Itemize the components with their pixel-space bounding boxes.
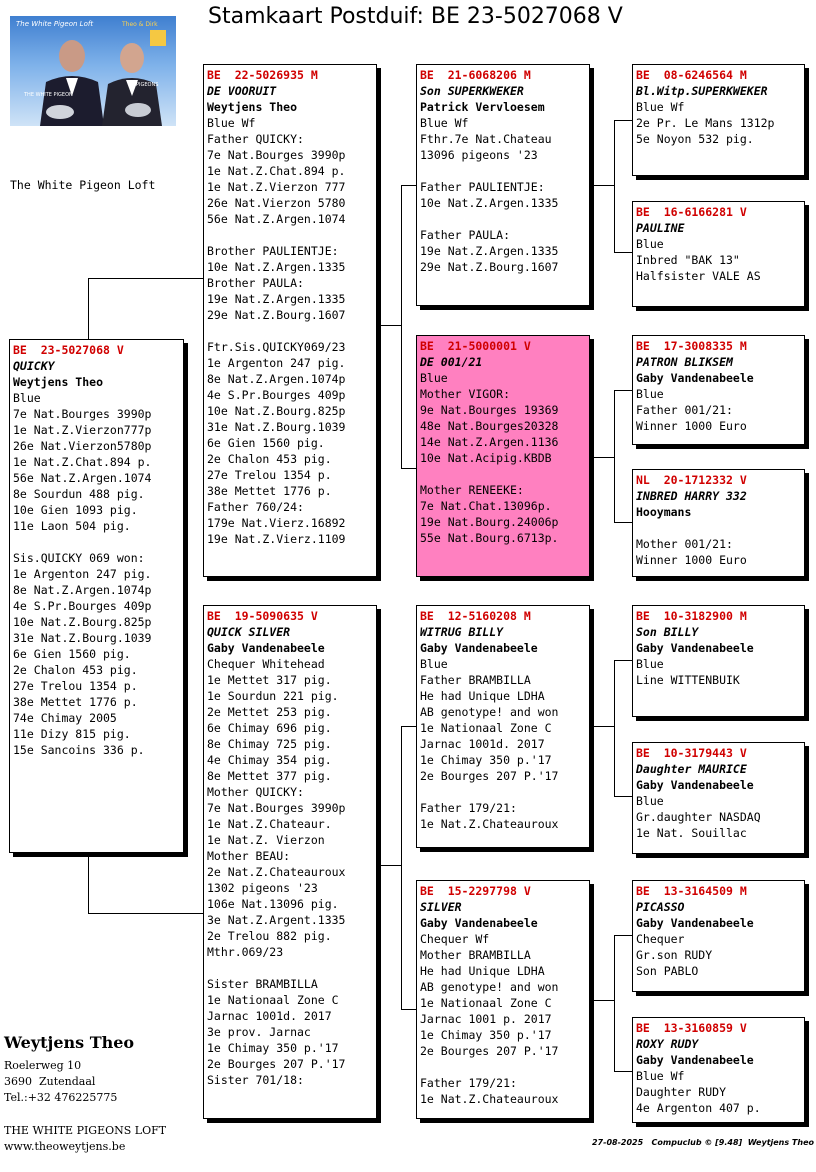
card-line: 6e Chimay 696 pig.	[207, 721, 332, 735]
pigeon-card-mother-father[interactable]	[416, 605, 590, 848]
ring-number: BE 21-5000001 V	[420, 339, 531, 353]
card-line: 1e Nat.Z.Vierzon 777	[207, 180, 346, 194]
ring-number: BE 08-6246564 M	[636, 68, 747, 82]
card-line: 1e Argenton 247 pig.	[13, 567, 152, 581]
card-line: Ftr.Sis.QUICKY069/23	[207, 340, 346, 354]
ring-number: BE 12-5160208 M	[420, 609, 531, 623]
card-line: 7e Nat.Chat.13096p.	[420, 499, 552, 513]
connector	[401, 468, 417, 469]
owners-photo-art	[10, 16, 176, 126]
pigeon-name: SILVER	[420, 900, 462, 914]
card-line: 10e Nat.Z.Bourg.825p	[13, 615, 152, 629]
card-line	[420, 466, 586, 482]
card-line: 1e Nat. Souillac	[636, 826, 747, 840]
connector	[589, 185, 615, 186]
card-line: 19e Nat.Z.Argen.1335	[420, 244, 559, 258]
card-line: Jarnac 1001d. 2017	[207, 1009, 332, 1023]
card-line: 55e Nat.Bourg.6713p.	[420, 531, 559, 545]
card-line: 2e Bourges 207 P.'17	[420, 1044, 559, 1058]
card-line: Jarnac 1001d. 2017	[420, 737, 545, 751]
card-line: 1e Nat.Z.Chat.894 p.	[207, 164, 346, 178]
card-line: Halfsister VALE AS	[636, 269, 761, 283]
pigeon-name: Bl.Witp.SUPERKWEKER	[636, 84, 768, 98]
pigeon-card-mother-mother[interactable]	[416, 880, 590, 1119]
card-line: 11e Laon 504 pig.	[13, 519, 131, 533]
pigeon-card-ff-mother[interactable]	[632, 201, 805, 307]
card-line: Mother RENEEKE:	[420, 483, 524, 497]
pigeon-card-father-father[interactable]	[416, 64, 590, 306]
card-line: Mthr.069/23	[207, 945, 284, 959]
card-line: 38e Mettet 1776 p.	[13, 695, 138, 709]
breeder-name: Gaby Vandenabeele	[636, 641, 754, 655]
card-line: Blue Wf	[636, 100, 685, 114]
connector	[589, 726, 615, 727]
photo-logo-right: Theo & Dirk	[122, 21, 158, 28]
card-line: 4e S.Pr.Bourges 409p	[207, 388, 346, 402]
card-line: 29e Nat.Z.Bourg.1607	[420, 260, 559, 274]
breeder-name: Gaby Vandenabeele	[636, 916, 754, 930]
card-line: 10e Nat.Acipig.KBDB	[420, 451, 552, 465]
connector	[376, 325, 402, 326]
connector	[614, 252, 633, 253]
card-line: Blue Wf	[636, 1069, 685, 1083]
card-line	[13, 534, 180, 550]
pigeon-name: PATRON BLIKSEM	[636, 355, 733, 369]
card-line: 38e Mettet 1776 p.	[207, 484, 332, 498]
card-line: 106e Nat.13096 pig.	[207, 897, 339, 911]
pigeon-card-father-mother[interactable]	[416, 335, 590, 577]
card-line: 2e Bourges 207 P.'17	[207, 1057, 346, 1071]
card-line: 31e Nat.Z.Bourg.1039	[13, 631, 152, 645]
card-line: 29e Nat.Z.Bourg.1607	[207, 308, 346, 322]
card-line: 15e Sancoins 336 p.	[13, 743, 145, 757]
card-line: 1e Nat.Z. Vierzon	[207, 833, 325, 847]
connector	[614, 120, 615, 252]
card-line	[420, 1059, 586, 1075]
card-line	[207, 227, 373, 243]
card-line: 1e Nationaal Zone C	[207, 993, 339, 1007]
pigeon-name: QUICK SILVER	[207, 625, 291, 639]
photo-badge-right: PIGEONS	[136, 82, 159, 88]
pigeon-card-fm-father[interactable]	[632, 335, 805, 445]
pigeon-name: DE 001/21	[420, 355, 483, 369]
card-line: AB genotype! and won	[420, 705, 559, 719]
card-line: Daughter RUDY	[636, 1085, 727, 1099]
card-line	[207, 960, 373, 976]
card-line: Father 760/24:	[207, 500, 304, 514]
card-line: 10e Nat.Z.Argen.1335	[420, 196, 559, 210]
card-line: Blue	[636, 237, 664, 251]
ring-number: BE 21-6068206 M	[420, 68, 531, 82]
card-line: 1e Nat.Z.Chateaur.	[207, 817, 332, 831]
card-line: Blue	[420, 371, 448, 385]
card-line: Blue	[636, 387, 664, 401]
card-line: Father PAULA:	[420, 228, 511, 242]
card-line: He had Unique LDHA	[420, 964, 545, 978]
breeder-name: Gaby Vandenabeele	[636, 1053, 754, 1067]
card-line: Father PAULIENTJE:	[420, 180, 545, 194]
card-line: 48e Nat.Bourges20328	[420, 419, 559, 433]
card-line: 5e Noyon 532 pig.	[636, 132, 754, 146]
card-line: 2e Chalon 453 pig.	[13, 663, 138, 677]
man-right-head	[120, 43, 144, 73]
pigeon-card-father[interactable]	[203, 64, 377, 577]
card-line: 13096 pigeons '23	[420, 148, 538, 162]
pigeon-name: Son SUPERKWEKER	[420, 84, 524, 98]
card-line: Blue	[13, 391, 41, 405]
ring-number: BE 10-3182900 M	[636, 609, 747, 623]
pigeon-name: Daughter MAURICE	[636, 762, 747, 776]
card-line: AB genotype! and won	[420, 980, 559, 994]
card-line: Blue	[636, 657, 664, 671]
card-line: 1e Chimay 350 p.'17	[420, 1028, 552, 1042]
page-title: Stamkaart Postduif: BE 23-5027068 V	[208, 4, 623, 29]
connector	[589, 457, 615, 458]
card-line: Gr.daughter NASDAQ	[636, 810, 761, 824]
pigeon-card-mf-mother[interactable]	[632, 742, 805, 854]
connector	[614, 935, 633, 936]
badge-icon	[150, 30, 166, 46]
breeder-name: Gaby Vandenabeele	[636, 778, 754, 792]
connector	[614, 522, 633, 523]
card-line: Line WITTENBUIK	[636, 673, 740, 687]
card-line: 7e Nat.Bourges 3990p	[207, 148, 346, 162]
breeder-name: Gaby Vandenabeele	[420, 641, 538, 655]
card-line: Blue	[420, 657, 448, 671]
card-line: Sis.QUICKY 069 won:	[13, 551, 145, 565]
card-line: Inbred "BAK 13"	[636, 253, 740, 267]
pigeon-card-ff-father[interactable]	[632, 64, 805, 176]
card-line: Mother VIGOR:	[420, 387, 511, 401]
card-line: 6e Gien 1560 pig.	[13, 647, 131, 661]
card-line: Blue Wf	[207, 116, 256, 130]
photo-badge-left: THE WHITE PIGEON	[24, 92, 73, 98]
card-line	[420, 211, 586, 227]
pigeon-name: WITRUG BILLY	[420, 625, 504, 639]
connector	[614, 796, 633, 797]
card-line: 2e Nat.Z.Chateauroux	[207, 865, 346, 879]
pigeon-name: PAULINE	[636, 221, 685, 235]
footer-credit: 27-08-2025 Compuclub © [9.48] Weytjens Theo	[591, 1138, 814, 1147]
connector	[401, 185, 417, 186]
card-line: 1e Nationaal Zone C	[420, 721, 552, 735]
connector	[589, 1000, 615, 1001]
card-line: 1e Nat.Z.Chat.894 p.	[13, 455, 152, 469]
ring-number: BE 23-5027068 V	[13, 343, 124, 357]
card-line: 179e Nat.Vierz.16892	[207, 516, 346, 530]
owner-loft: THE WHITE PIGEONS LOFT	[4, 1124, 167, 1137]
card-line: 1e Nat.Z.Chateauroux	[420, 817, 559, 831]
connector	[376, 865, 402, 866]
card-line: 8e Mettet 377 pig.	[207, 769, 332, 783]
pigeon-card-subject[interactable]	[9, 339, 184, 853]
card-line: Chequer	[636, 932, 685, 946]
card-line: 56e Nat.Z.Argen.1074	[13, 471, 152, 485]
connector	[614, 935, 615, 1071]
pigeon-card-mf-father[interactable]	[632, 605, 805, 717]
card-line: 19e Nat.Z.Vierz.1109	[207, 532, 346, 546]
card-line: 1e Nat.Z.Vierzon777p	[13, 423, 152, 437]
breeder-name: Weytjens Theo	[13, 375, 104, 389]
card-line: Winner 1000 Euro	[636, 553, 747, 567]
connector	[88, 913, 204, 914]
card-line: 3e prov. Jarnac	[207, 1025, 311, 1039]
breeder-name: Weytjens Theo	[207, 100, 298, 114]
card-line: Son PABLO	[636, 964, 699, 978]
connector	[614, 390, 615, 522]
card-line: Father 001/21:	[636, 403, 733, 417]
card-line: 10e Nat.Z.Argen.1335	[207, 260, 346, 274]
pigeon-name: DE VOORUIT	[207, 84, 277, 98]
card-line: Jarnac 1001 p. 2017	[420, 1012, 552, 1026]
card-line: Chequer Whitehead	[207, 657, 325, 671]
ring-number: BE 10-3179443 V	[636, 746, 747, 760]
pigeon-name: INBRED HARRY 332	[636, 489, 747, 503]
card-line: 19e Nat.Bourg.24006p	[420, 515, 559, 529]
card-line	[636, 520, 801, 536]
ring-number: BE 13-3164509 M	[636, 884, 747, 898]
card-line: Mother QUICKY:	[207, 785, 304, 799]
breeder-name: Patrick Vervloesem	[420, 100, 545, 114]
card-line: 9e Nat.Bourges 19369	[420, 403, 559, 417]
card-line: 3e Nat.Z.Argent.1335	[207, 913, 346, 927]
ring-number: BE 17-3008335 M	[636, 339, 747, 353]
card-line: Sister BRAMBILLA	[207, 977, 318, 991]
owners-photo	[10, 16, 176, 126]
connector	[614, 390, 633, 391]
card-line: 8e Nat.Z.Argen.1074p	[13, 583, 152, 597]
card-line: 2e Bourges 207 P.'17	[420, 769, 559, 783]
card-line	[207, 323, 373, 339]
breeder-name: Gaby Vandenabeele	[207, 641, 325, 655]
card-line: 56e Nat.Z.Argen.1074	[207, 212, 346, 226]
card-line: 4e Argenton 407 p.	[636, 1101, 761, 1115]
card-line: 26e Nat.Vierzon 5780	[207, 196, 346, 210]
card-line: 27e Trelou 1354 p.	[207, 468, 332, 482]
card-line: Fthr.7e Nat.Chateau	[420, 132, 552, 146]
pigeon-name: PICASSO	[636, 900, 685, 914]
card-line	[420, 163, 586, 179]
ring-number: BE 16-6166281 V	[636, 205, 747, 219]
card-line: 1e Nat.Z.Chateauroux	[420, 1092, 559, 1106]
connector	[614, 120, 633, 121]
owner-city: 3690 Zutendaal	[4, 1075, 96, 1088]
card-line: 31e Nat.Z.Bourg.1039	[207, 420, 346, 434]
ring-number: BE 13-3160859 V	[636, 1021, 747, 1035]
connector	[88, 278, 204, 279]
pigeon-card-fm-mother[interactable]	[632, 469, 805, 577]
card-line: Father QUICKY:	[207, 132, 304, 146]
card-line: 7e Nat.Bourges 3990p	[13, 407, 152, 421]
card-line: Gr.son RUDY	[636, 948, 713, 962]
ring-number: BE 22-5026935 M	[207, 68, 318, 82]
owner-street: Roelerweg 10	[4, 1059, 82, 1072]
card-line: Mother 001/21:	[636, 537, 733, 551]
card-line: Mother BEAU:	[207, 849, 291, 863]
loft-name: The White Pigeon Loft	[10, 178, 156, 192]
card-line: Father 179/21:	[420, 801, 517, 815]
card-line: Father BRAMBILLA	[420, 673, 531, 687]
card-line: 4e S.Pr.Bourges 409p	[13, 599, 152, 613]
pigeon-name: Son BILLY	[636, 625, 699, 639]
card-line: 10e Nat.Z.Bourg.825p	[207, 404, 346, 418]
card-line: Blue	[636, 794, 664, 808]
breeder-name: Gaby Vandenabeele	[636, 371, 754, 385]
connector	[401, 185, 402, 468]
connector	[401, 1009, 417, 1010]
pigeon-card-mm-mother[interactable]	[632, 1017, 805, 1123]
card-line: 10e Gien 1093 pig.	[13, 503, 138, 517]
connector	[614, 660, 633, 661]
card-line: 1e Sourdun 221 pig.	[207, 689, 339, 703]
connector	[401, 726, 417, 727]
card-line: 19e Nat.Z.Argen.1335	[207, 292, 346, 306]
owner-website[interactable]: www.theoweytjens.be	[4, 1140, 126, 1153]
card-line: 1e Chimay 350 p.'17	[207, 1041, 339, 1055]
ring-number: BE 19-5090635 V	[207, 609, 318, 623]
card-line: Father 179/21:	[420, 1076, 517, 1090]
card-line: Chequer Wf	[420, 932, 490, 946]
connector	[401, 726, 402, 1009]
breeder-name: Gaby Vandenabeele	[420, 916, 538, 930]
photo-logo-text: The White Pigeon Loft	[16, 20, 94, 28]
connector	[614, 1071, 633, 1072]
card-line: 1302 pigeons '23	[207, 881, 318, 895]
card-line: 2e Trelou 882 pig.	[207, 929, 332, 943]
owner-name: Weytjens Theo	[4, 1033, 135, 1052]
card-line: 27e Trelou 1354 p.	[13, 679, 138, 693]
card-line: 74e Chimay 2005	[13, 711, 117, 725]
ring-number: NL 20-1712332 V	[636, 473, 747, 487]
card-line: 7e Nat.Bourges 3990p	[207, 801, 346, 815]
card-line: Winner 1000 Euro	[636, 419, 747, 433]
card-line: 1e Nationaal Zone C	[420, 996, 552, 1010]
card-line: Brother PAULA:	[207, 276, 304, 290]
card-line: Sister 701/18:	[207, 1073, 304, 1087]
card-line: 4e Chimay 354 pig.	[207, 753, 332, 767]
card-line: 26e Nat.Vierzon5780p	[13, 439, 152, 453]
card-line: 1e Mettet 317 pig.	[207, 673, 332, 687]
connector	[614, 660, 615, 796]
pigeon-name: ROXY RUDY	[636, 1037, 699, 1051]
card-line: Brother PAULIENTJE:	[207, 244, 339, 258]
card-line: 14e Nat.Z.Argen.1136	[420, 435, 559, 449]
card-line: 11e Dizy 815 pig.	[13, 727, 131, 741]
card-line: 8e Nat.Z.Argen.1074p	[207, 372, 346, 386]
card-line: 2e Chalon 453 pig.	[207, 452, 332, 466]
card-line: 8e Sourdun 488 pig.	[13, 487, 145, 501]
card-line: 2e Mettet 253 pig.	[207, 705, 332, 719]
breeder-name: Hooymans	[636, 505, 692, 519]
card-line	[420, 784, 586, 800]
card-line: 1e Chimay 350 p.'17	[420, 753, 552, 767]
card-line: Mother BRAMBILLA	[420, 948, 531, 962]
pigeon-icon	[125, 103, 151, 117]
pigeon-card-mm-father[interactable]	[632, 880, 805, 992]
card-line: Blue Wf	[420, 116, 469, 130]
card-line: 8e Chimay 725 pig.	[207, 737, 332, 751]
pigeon-icon	[46, 105, 74, 119]
owner-phone: Tel.:+32 476225775	[4, 1091, 118, 1104]
pigeon-card-mother[interactable]	[203, 605, 377, 1119]
card-line: 2e Pr. Le Mans 1312p	[636, 116, 775, 130]
connector	[88, 852, 89, 913]
pigeon-name: QUICKY	[13, 359, 55, 373]
ring-number: BE 15-2297798 V	[420, 884, 531, 898]
man-left-head	[59, 40, 85, 72]
card-line: He had Unique LDHA	[420, 689, 545, 703]
card-line: 6e Gien 1560 pig.	[207, 436, 325, 450]
card-line: 1e Argenton 247 pig.	[207, 356, 346, 370]
connector	[88, 278, 89, 340]
